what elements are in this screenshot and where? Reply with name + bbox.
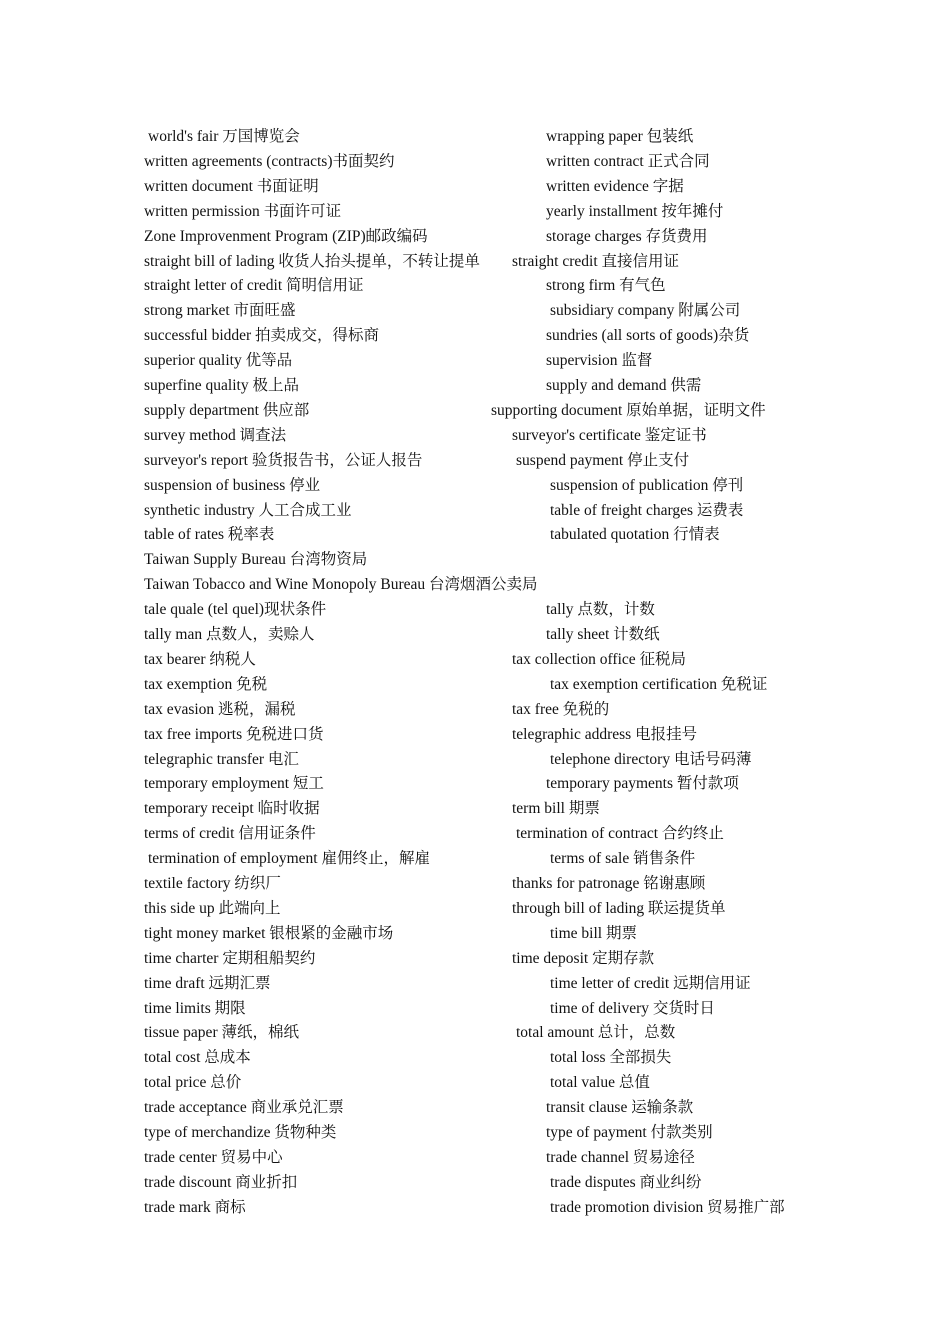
- term-left: time draft 远期汇票: [144, 974, 271, 992]
- term-right: telephone directory 电话号码薄: [550, 750, 752, 768]
- glossary-row: [0, 697, 950, 722]
- glossary-row: [0, 871, 950, 896]
- glossary-row: [0, 473, 950, 498]
- term-left: tax free imports 免税进口货: [144, 725, 324, 743]
- term-left: synthetic industry 人工合成工业: [144, 501, 352, 519]
- term-left: surveyor's report 验货报告书，公证人报告: [144, 451, 423, 469]
- term-right: total loss 全部损失: [550, 1049, 672, 1067]
- glossary-row: [0, 249, 950, 274]
- glossary-row: [0, 846, 950, 871]
- term-right: written contract 正式合同: [546, 152, 710, 170]
- term-left: terms of credit 信用证条件: [144, 825, 316, 843]
- term-left: tax evasion 逃税，漏税: [144, 700, 296, 718]
- term-left: telegraphic transfer 电汇: [144, 750, 299, 768]
- glossary-row: [0, 1195, 950, 1220]
- glossary-row: [0, 1045, 950, 1070]
- glossary-row: [0, 747, 950, 772]
- term-left: temporary employment 短工: [144, 775, 324, 793]
- term-right: transit clause 运输条款: [546, 1099, 694, 1117]
- term-right: termination of contract 合约终止: [516, 825, 724, 843]
- glossary-row: [0, 672, 950, 697]
- glossary-row: [0, 946, 950, 971]
- term-right: total amount 总计，总数: [516, 1024, 676, 1042]
- term-left: superior quality 优等品: [144, 352, 293, 370]
- term-right: trade promotion division 贸易推广部: [550, 1198, 785, 1216]
- term-right: tax free 免税的: [512, 700, 610, 718]
- term-right: storage charges 存货费用: [546, 227, 708, 245]
- term-left: tax exemption 免税: [144, 675, 268, 693]
- term-right: temporary payments 暂付款项: [546, 775, 739, 793]
- term-left: straight letter of credit 简明信用证: [144, 277, 364, 295]
- glossary-row: [0, 572, 950, 597]
- glossary-row: [0, 722, 950, 747]
- term-left: table of rates 税率表: [144, 526, 275, 544]
- glossary-row: [0, 996, 950, 1021]
- term-left: trade mark 商标: [144, 1198, 246, 1216]
- term-right: table of freight charges 运费表: [550, 501, 744, 519]
- glossary-row: [0, 971, 950, 996]
- term-left: tax bearer 纳税人: [144, 650, 256, 668]
- glossary-row: [0, 771, 950, 796]
- glossary-row: [0, 373, 950, 398]
- term-right: time bill 期票: [550, 924, 637, 942]
- term-left: trade acceptance 商业承兑汇票: [144, 1099, 344, 1117]
- glossary-row: [0, 796, 950, 821]
- term-left: textile factory 纺织厂: [144, 875, 281, 892]
- term-right: tally sheet 计数纸: [546, 626, 660, 643]
- term-left: total cost 总成本: [144, 1049, 251, 1067]
- term-left: supply department 供应部: [144, 401, 310, 419]
- glossary-row: [0, 423, 950, 448]
- glossary-row: [0, 323, 950, 348]
- term-right: subsidiary company 附属公司: [550, 302, 741, 320]
- glossary-row: [0, 224, 950, 249]
- glossary-row: [0, 896, 950, 921]
- term-left: world's fair 万国博览会: [148, 128, 300, 145]
- term-left: tale quale (tel quel)现状条件: [144, 601, 327, 619]
- term-left: Taiwan Supply Bureau 台湾物资局: [144, 551, 368, 569]
- glossary-row: [0, 298, 950, 323]
- term-right: thanks for patronage 铭谢惠顾: [512, 875, 706, 892]
- glossary-row: [0, 1020, 950, 1045]
- term-right: tax collection office 征税局: [512, 650, 687, 668]
- term-right: straight credit 直接信用证: [512, 252, 680, 270]
- glossary-row: [0, 1145, 950, 1170]
- glossary-row: [0, 821, 950, 846]
- term-left: strong market 市面旺盛: [144, 302, 296, 320]
- glossary-row: [0, 1170, 950, 1195]
- term-right: time letter of credit 远期信用证: [550, 974, 751, 992]
- glossary-row: [0, 448, 950, 473]
- glossary-row: [0, 498, 950, 523]
- term-left: trade discount 商业折扣: [144, 1173, 298, 1191]
- term-left: time charter 定期租船契约: [144, 949, 316, 967]
- term-left: successful bidder 拍卖成交，得标商: [144, 327, 380, 345]
- term-right: supporting document 原始单据，证明文件: [491, 401, 766, 419]
- term-right: trade channel 贸易途径: [546, 1148, 695, 1166]
- term-left: straight bill of lading 收货人抬头提单，不转让提单: [144, 252, 480, 270]
- term-left: Taiwan Tobacco and Wine Monopoly Bureau 台湾烟酒公卖局: [144, 576, 538, 594]
- term-right: surveyor's certificate 鉴定证书: [512, 426, 707, 444]
- term-right: wrapping paper 包装纸: [546, 128, 694, 145]
- term-right: sundries (all sorts of goods)杂货: [546, 327, 750, 345]
- glossary-row: [0, 199, 950, 224]
- glossary-row: [0, 1120, 950, 1145]
- term-left: type of merchandize 货物种类: [144, 1124, 337, 1141]
- term-left: written document 书面证明: [144, 177, 319, 195]
- term-right: suspend payment 停止支付: [516, 451, 690, 469]
- term-left: written permission 书面许可证: [144, 202, 342, 220]
- term-left: trade center 贸易中心: [144, 1148, 283, 1166]
- term-right: time deposit 定期存款: [512, 949, 655, 967]
- term-left: tally man 点数人，卖赊人: [144, 626, 315, 643]
- term-left: tissue paper 薄纸，棉纸: [144, 1024, 299, 1042]
- term-right: telegraphic address 电报挂号: [512, 725, 698, 743]
- term-right: through bill of lading 联运提货单: [512, 899, 726, 917]
- term-right: total value 总值: [550, 1074, 650, 1092]
- term-left: suspension of business 停业: [144, 476, 321, 494]
- term-left: survey method 调查法: [144, 426, 287, 444]
- glossary-row: [0, 921, 950, 946]
- glossary-row: [0, 398, 950, 423]
- glossary-row: [0, 597, 950, 622]
- glossary-row: [0, 547, 950, 572]
- term-right: supervision 监督: [546, 352, 653, 370]
- term-right: time of delivery 交货时日: [550, 999, 715, 1017]
- term-right: type of payment 付款类别: [546, 1124, 713, 1141]
- glossary-row: [0, 348, 950, 373]
- glossary-row: [0, 1070, 950, 1095]
- term-right: suspension of publication 停刊: [550, 476, 744, 494]
- glossary-row: [0, 522, 950, 547]
- term-right: supply and demand 供需: [546, 377, 702, 394]
- term-left: time limits 期限: [144, 999, 246, 1017]
- glossary-row: [0, 149, 950, 174]
- term-right: terms of sale 销售条件: [550, 850, 696, 868]
- term-left: termination of employment 雇佣终止，解雇: [148, 850, 430, 868]
- term-right: tax exemption certification 免税证: [550, 675, 768, 693]
- term-left: total price 总价: [144, 1074, 242, 1092]
- term-right: trade disputes 商业纠纷: [550, 1173, 702, 1191]
- glossary-row: [0, 273, 950, 298]
- term-right: tabulated quotation 行情表: [550, 526, 720, 544]
- term-right: term bill 期票: [512, 800, 600, 818]
- term-right: yearly installment 按年摊付: [546, 202, 724, 220]
- glossary-row: [0, 622, 950, 647]
- term-right: tally 点数，计数: [546, 601, 655, 619]
- glossary-row: [0, 124, 950, 149]
- term-left: temporary receipt 临时收据: [144, 800, 320, 818]
- glossary-row: [0, 174, 950, 199]
- term-left: written agreements (contracts)书面契约: [144, 152, 395, 170]
- term-left: this side up 此端向上: [144, 899, 281, 917]
- term-left: tight money market 银根紧的金融市场: [144, 924, 394, 942]
- term-left: Zone Improvenment Program (ZIP)邮政编码: [144, 227, 428, 245]
- term-right: written evidence 字据: [546, 177, 684, 195]
- glossary-row: [0, 647, 950, 672]
- glossary-row: [0, 1095, 950, 1120]
- term-right: strong firm 有气色: [546, 277, 666, 295]
- term-left: superfine quality 极上品: [144, 377, 299, 394]
